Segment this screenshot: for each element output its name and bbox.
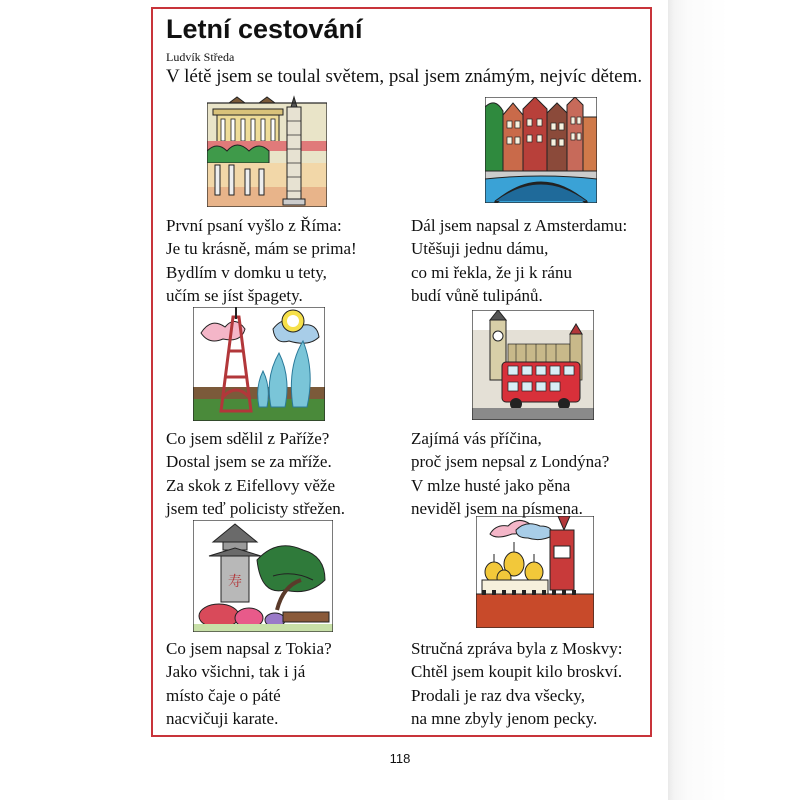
page-title: Letní cestování xyxy=(166,14,363,44)
stanza-line: na mne zbyly jenom pecky. xyxy=(411,708,598,728)
rome-illustration xyxy=(207,95,327,207)
stanza-amsterdam xyxy=(411,214,627,307)
stanza-line: Utěšuji jednu dámu, xyxy=(411,239,549,259)
stanza-tokyo xyxy=(166,637,332,730)
stanza-line: neviděl jsem na písmena. xyxy=(411,498,583,518)
stanza-line: Dál jsem napsal z Amsterdamu: xyxy=(411,216,628,235)
moscow-illustration xyxy=(476,516,594,628)
stanza-paris xyxy=(166,427,345,520)
intro-line: V létě jsem se toulal světem, psal jsem známým, nejvíc dětem. xyxy=(166,66,643,87)
stanza-line: Bydlím v domku u tety, xyxy=(166,262,327,282)
london-illustration xyxy=(472,310,594,420)
stanza-line: Za skok z Eifellovy věže xyxy=(166,475,335,495)
stanza-line: V mlze husté jako pěna xyxy=(411,475,571,495)
stanza-line: Prodali je raz dva všecky, xyxy=(411,685,586,705)
author-name: Ludvík Středa xyxy=(166,50,235,64)
stanza-line: učím se jíst špagety. xyxy=(166,285,303,305)
stanza-line: První psaní vyšlo z Říma: xyxy=(166,216,342,235)
page-edge-shadow xyxy=(668,0,800,800)
tokyo-illustration xyxy=(193,520,333,632)
amsterdam-illustration xyxy=(485,97,597,203)
stanza-line: jsem teď policisty střežen. xyxy=(166,498,346,518)
stanza-line: Stručná zpráva byla z Moskvy: xyxy=(411,639,623,658)
stanza-line: Jako všichni, tak i já xyxy=(166,662,306,682)
stanza-line: Co jsem sdělil z Paříže? xyxy=(166,429,330,448)
stanza-rome xyxy=(166,214,357,307)
stanza-line: proč jsem nepsal z Londýna? xyxy=(411,452,610,472)
page-number: 118 xyxy=(389,751,411,766)
stanza-line: Co jsem napsal z Tokia? xyxy=(166,639,332,658)
stanza-line: Chtěl jsem koupit kilo broskví. xyxy=(411,662,623,682)
svg-text:寿: 寿 xyxy=(228,574,242,590)
stanza-line: místo čaje o páté xyxy=(166,685,281,705)
paris-illustration xyxy=(193,307,325,421)
stanza-moscow xyxy=(411,637,623,730)
stanza-line: Je tu krásně, mám se prima! xyxy=(166,239,357,259)
stanza-line: Zajímá vás příčina, xyxy=(411,429,542,448)
stanza-line: co mi řekla, že ji k ránu xyxy=(411,262,572,282)
stanza-line: Dostal jsem se za mříže. xyxy=(166,452,332,472)
stanza-line: nacvičuji karate. xyxy=(166,708,279,728)
stanza-line: budí vůně tulipánů. xyxy=(411,285,543,305)
stanza-london xyxy=(411,427,609,520)
